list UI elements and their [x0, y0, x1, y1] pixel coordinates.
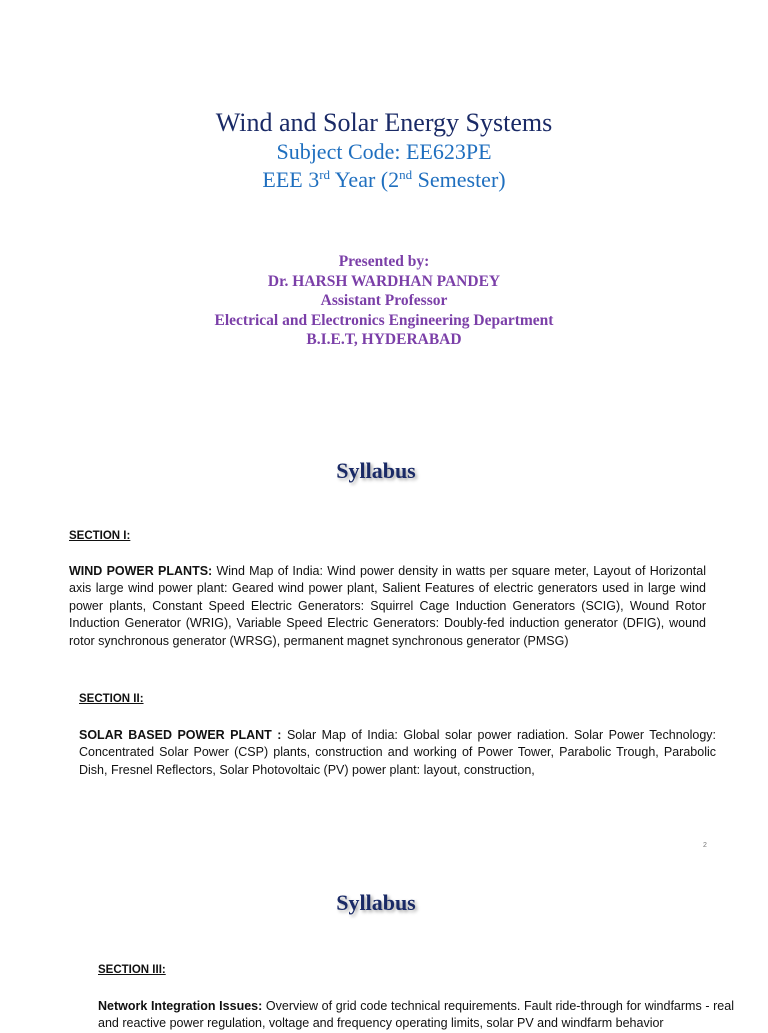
presenter-name: Dr. HARSH WARDHAN PANDEY	[267, 272, 501, 290]
year-superscript: rd	[319, 167, 331, 182]
presenter-department: Electrical and Electronics Engineering Department	[214, 311, 554, 329]
section-paragraph	[98, 998, 734, 1033]
section-heading: SECTION I:	[69, 530, 131, 542]
subject-code: Subject Code: EE623PE	[276, 139, 492, 164]
page-number: 2	[703, 842, 707, 849]
presenter-institute: B.I.E.T, HYDERABAD	[306, 331, 462, 348]
semester-superscript: nd	[399, 167, 413, 182]
section-paragraph	[79, 727, 716, 779]
section-heading: SECTION III:	[98, 964, 166, 976]
presenter-designation: Assistant Professor	[320, 292, 448, 309]
year-semester	[0, 167, 768, 193]
section-lead: Network Integration Issues:	[98, 999, 263, 1013]
section-lead: SOLAR BASED POWER PLANT :	[79, 728, 282, 742]
year-prefix: EEE 3	[262, 167, 320, 192]
section-heading: SECTION II:	[79, 693, 144, 705]
document-title: Wind and Solar Energy Systems	[215, 108, 553, 137]
syllabus-heading: Syllabus	[336, 458, 416, 483]
section-lead: WIND POWER PLANTS:	[69, 564, 213, 578]
year-suffix: Semester)	[412, 167, 506, 192]
section-text: Overview of grid code technical requirements. Fault ride-through for windfarms - real and reactive power regulation, voltage and frequency operating limits, solar PV and windfarm behavior	[98, 999, 734, 1031]
section-paragraph	[69, 563, 706, 650]
year-middle: Year (2	[330, 167, 400, 192]
presenter-block	[0, 252, 768, 350]
section-text: Solar Map of India: Global solar power radiation. Solar Power Technology: Concentrated Solar Power (CSP) plants, construction and working of Power Tower, Parabolic Trough, Parabolic Dish, Fresnel Reflectors, Solar Photovoltaic (PV) power plant: layout, construction,	[79, 728, 716, 777]
section-text: Wind Map of India: Wind power density in watts per square meter, Layout of Horizontal axis large wind power plant: Geared wind power plant, Salient Features of electric generators used in large wind power plants, Constant Speed Electric Generators: Squirrel Cage Induction Generators (SCIG), Wound Rotor Induction Generator (WRIG), Variable Speed Electric Generators: Doubly-fed induction generator (DFIG), wound rotor synchronous generator (WRSG), permanent magnet synchronous generator (PMSG)	[69, 564, 706, 648]
presented-by-label: Presented by:	[338, 253, 430, 270]
syllabus-heading: Syllabus	[336, 890, 416, 915]
